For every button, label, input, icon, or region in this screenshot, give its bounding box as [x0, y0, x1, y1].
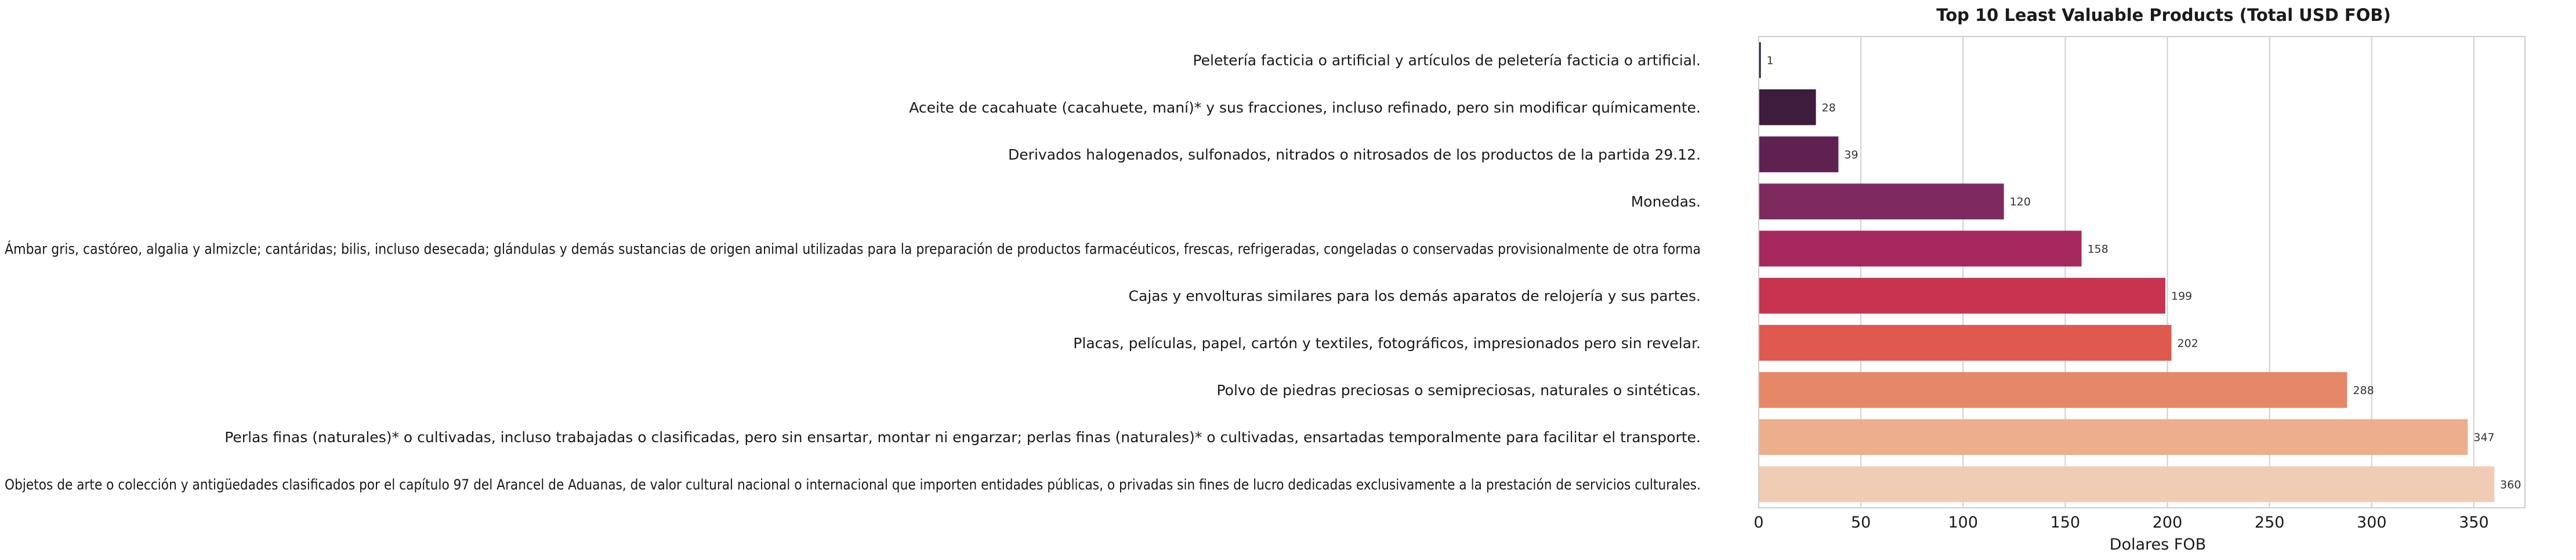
value-label: 1 — [1766, 54, 1774, 67]
value-label: 28 — [1821, 101, 1836, 114]
value-label: 120 — [2009, 196, 2031, 209]
bar — [1759, 419, 2468, 455]
category-label: Perlas finas (naturales)* o cultivadas, incluso trabajadas o clasificadas, pero sin ensartar, montar ni engarzar; perlas finas (naturales)* o cultivadas, ensartadas temporalmente para facilitar el transporte. — [224, 429, 1701, 446]
value-label: 202 — [2177, 337, 2198, 350]
category-labels — [5, 52, 1701, 493]
x-tick-label: 350 — [2459, 514, 2489, 532]
x-tick-label: 200 — [2152, 514, 2183, 532]
x-tick-label: 0 — [1753, 514, 1764, 532]
x-axis-label: Dolares FOB — [2109, 536, 2207, 554]
bars — [1759, 42, 2494, 503]
category-label: Cajas y envolturas similares para los demás aparatos de relojería y sus partes. — [1128, 287, 1701, 305]
category-label: Derivados halogenados, sulfonados, nitrados o nitrosados de los productos de la partida 29.12. — [1008, 146, 1701, 163]
value-label: 360 — [2500, 478, 2521, 492]
category-label: Peletería facticia o artificial y artículos de peletería facticia o artificial. — [1193, 52, 1701, 69]
bar — [1759, 467, 2494, 503]
category-label: Objetos de arte o colección y antigüedades clasificados por el capítulo 97 del Arancel de Aduanas, de valor cultural nacional o internacional que importen entidades públicas, o privadas sin fines de lucro dedicadas exclusivamente a la prestación de servicios culturales. — [5, 476, 1701, 493]
bar — [1759, 136, 1838, 172]
x-tick-label: 150 — [2050, 514, 2081, 532]
category-label: Placas, películas, papel, cartón y textiles, fotográficos, impresionados pero sin revelar. — [1073, 334, 1701, 352]
category-label: Monedas. — [1631, 193, 1701, 211]
category-label: Ámbar gris, castóreo, algalia y almizcle; cantáridas; bilis, incluso desecada; glándulas y demás sustancias de origen animal utilizadas para la preparación de productos farmacéuticos, frescas, refrigeradas, congeladas o conservadas provisionalmente de otra forma — [5, 240, 1701, 258]
value-label: 158 — [2087, 243, 2108, 256]
bar — [1759, 325, 2172, 361]
value-label: 347 — [2473, 431, 2495, 445]
value-label: 39 — [1844, 149, 1858, 161]
category-label: Polvo de piedras preciosas o semipreciosas, naturales o sintéticas. — [1216, 382, 1701, 399]
value-label: 199 — [2171, 290, 2193, 303]
bar — [1759, 89, 1816, 125]
x-tick-label: 100 — [1948, 514, 1979, 532]
bar — [1759, 231, 2082, 267]
bar — [1759, 183, 2004, 219]
bar — [1759, 278, 2165, 314]
x-tick-label: 300 — [2357, 514, 2387, 532]
x-tick-label: 50 — [1850, 514, 1871, 532]
category-label: Aceite de cacahuate (cacahuete, maní)* y sus fracciones, incluso refinado, pero sin modificar químicamente. — [909, 99, 1701, 116]
value-label: 288 — [2353, 384, 2374, 397]
bar — [1759, 372, 2347, 408]
x-tick-label: 250 — [2254, 514, 2285, 532]
chart-title: Top 10 Least Valuable Products (Total USD FOB) — [1936, 5, 2391, 25]
x-tick-labels — [1753, 514, 2488, 532]
